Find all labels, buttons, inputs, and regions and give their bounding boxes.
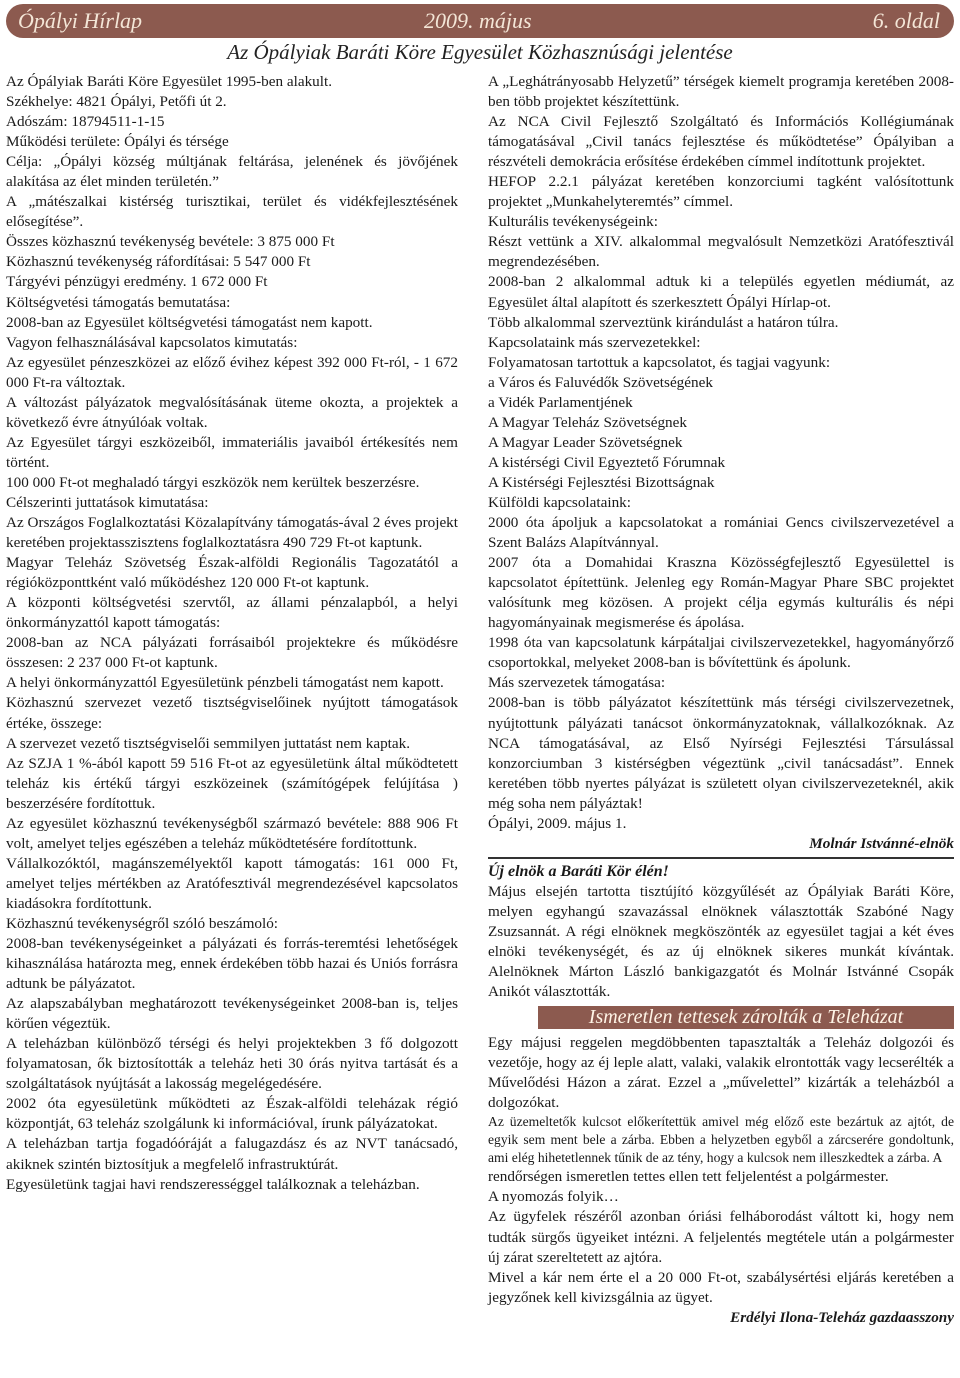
paragraph: A Magyar Leader Szövetségnek xyxy=(488,433,683,451)
paragraph: a Vidék Parlamentjének xyxy=(488,393,633,411)
paragraph: A „Leghátrányosabb Helyzetű” térségek kiemelt programja keretében 2008-ben több projektet készítettünk. xyxy=(488,73,954,111)
paragraph: Összes közhasznú tevékenység bevétele: 3 875 000 Ft xyxy=(6,233,335,251)
paragraph: A változást pályázatok megvalósításának üteme okozta, a projektek a következő évre átnyúlóak voltak. xyxy=(6,393,458,431)
paragraph: Adószám: 18794511-1-15 xyxy=(6,113,165,131)
paragraph: A Magyar Teleház Szövetségnek xyxy=(488,413,687,431)
page-number: 6. oldal xyxy=(872,8,940,33)
signature: Erdélyi Ilona-Teleház gazdaasszony xyxy=(730,1308,954,1326)
paragraph: Az egyesület közhasznú tevékenységből származó bevétele: 888 906 Ft volt, amelyet teljes egészében a teleház működtetésére fordítottunk. xyxy=(6,814,458,852)
paragraph: A Kistérségi Fejlesztési Bizottságnak xyxy=(488,473,715,491)
paragraph: Kulturális tevékenységeink: xyxy=(488,213,658,231)
left-column xyxy=(6,72,458,1195)
paragraph: Magyar Teleház Szövetség Észak-alföldi Regionális Tagozatától a régióközponttként való működéshez 120 000 Ft-ot kaptunk. xyxy=(6,554,458,592)
paragraph: Közhasznú szervezet vezető tisztségviselőinek nyújtott támogatások értéke, összege: xyxy=(6,694,458,732)
paragraph: 2008-ban tevékenységeinket a pályázati és forrás-teremtési lehetőségek kihasználása határozta meg, ennek érdekében több hazai és Uniós forrásra adtunk be pályázatot. xyxy=(6,935,458,993)
paragraph: Célszerinti juttatások kimutatása: xyxy=(6,493,209,511)
divider xyxy=(488,857,954,859)
paragraph: Egyesületünk tagjai havi rendszerességgel találkoznak a teleházban. xyxy=(6,1175,420,1193)
paragraph: Több alkalommal szerveztünk kirándulást a határon túlra. xyxy=(488,313,839,331)
article-title: Az Ópályiak Baráti Köre Egyesület Közhasznúsági jelentése xyxy=(227,40,733,64)
paragraph: A teleházban különböző térségi és helyi projektekben 3 fő dolgozott folyamatosan, ők biztosították a teleház heti 30 órás nyitva tartását és a szolgáltatások nyújtását a lakosság megelégedésére. xyxy=(6,1035,458,1093)
paragraph: Közhasznú tevékenység ráfordításai: 5 547 000 Ft xyxy=(6,253,311,271)
paragraph: Az egyesület pénzeszközei az előző évihez képest 392 000 Ft-ról, - 1 672 000 Ft-ra változtak. xyxy=(6,353,458,391)
news-text: Május elsején tartotta tisztújító közgyűlését az Ópályiak Baráti Köre, melyen egyhangú szavazással elnöknek választották Szabóné Nagy Zsuzsannát. A régi elnöknek megköszönték az egyesület tagjai a két éves elnöki tevékenységét, és az új elnöknek sikeres munkát kívántak. Alelnöknek Márton László bankigazgatót és Molnár Istvánné Csopák Anikót választották. xyxy=(488,882,954,1001)
paragraph: Kapcsolataink más szervezetekkel: xyxy=(488,333,701,351)
news-title: Új elnök a Baráti Kör élén! xyxy=(488,862,669,880)
paragraph: 2008-ban 2 alkalommal adtuk ki a település egyetlen médiumát, az Egyesület által alapított és szerkesztett Ópályi Hírlap-ot. xyxy=(488,273,954,311)
paragraph: Az NCA Civil Fejlesztő Szolgáltató és Információs Kollégiumának támogatásával „Civil tanács fejlesztése és működtetése” Ópályiban a részvételi demokrácia erősítése érdekében címmel indítottunk projektet. xyxy=(488,113,954,171)
paragraph: Működési területe: Ópályi és térsége xyxy=(6,133,229,151)
paragraph: Az Országos Foglalkoztatási Közalapítvány támogatás-ával 2 éves projekt keretében projektasszisztens foglalkoztatásra 490 729 Ft-ot kaptunk. xyxy=(6,514,458,552)
paragraph: A központi költségvetési szervtől, az állami pénzalapból, a helyi önkormányzattól kapott támogatás: xyxy=(6,594,458,632)
paragraph: Költségvetési támogatás bemutatása: xyxy=(6,293,231,311)
paragraph: 2008-ban az Egyesület költségvetési támogatást nem kapott. xyxy=(6,313,373,331)
paragraph: Közhasznú tevékenységről szóló beszámoló: xyxy=(6,914,279,932)
paragraph: 2002 óta egyesületünk működteti az Észak-alföldi teleházak régió központját, 63 teleház szolgálunk ki információval, írunk pályázatokat. xyxy=(6,1095,458,1133)
paragraph: Folyamatosan tartottuk a kapcsolatot, és tagjai vagyunk: xyxy=(488,353,831,371)
news-text: Az ügyfelek részéről azonban óriási felháborodást váltott ki, hogy nem tudták sürgős ügyeiket intézni. A feljelentés megtétele után a polgármester új zárat szereltetett az ajtóra. xyxy=(488,1208,954,1266)
paragraph: Külföldi kapcsolataink: xyxy=(488,493,631,511)
news-text: Mivel a kár nem érte el a 20 000 Ft-ot, szabálysértési eljárás keretében a jegyzőnek kell kivizsgálnia az ügyet. xyxy=(488,1268,954,1306)
paragraph: 2000 óta ápoljuk a kapcsolatokat a romániai Gencs civilszervezetével a Szent Balázs Alapítvánnyal. xyxy=(488,514,954,552)
paragraph: Tárgyévi pénzügyi eredmény. 1 672 000 Ft xyxy=(6,273,268,291)
newspaper-title: Ópályi Hírlap xyxy=(18,8,143,33)
signature: Molnár Istvánné-elnök xyxy=(809,834,954,852)
paragraph: Más szervezetek támogatása: xyxy=(488,674,666,692)
paragraph: HEFOP 2.2.1 pályázat keretében konzorciumi tagként valósítottunk projektet „Munkahelyteremtés” címmel. xyxy=(488,173,954,211)
paragraph: Ópályi, 2009. május 1. xyxy=(488,814,627,832)
paragraph: Az alapszabályban meghatározott tevékenységeinket 2008-ban is, teljes körűen végeztük. xyxy=(6,995,458,1033)
page-header-bar xyxy=(6,4,954,38)
news-text-small: Az üzemeltetők kulcsot előkerítettük amivel még előző este bezártuk az ajtót, de egyik sem ment bele a zárba. Ebben a helyzetben egyből a zárcserére gondoltunk, ami elég hihetetlennek tűnik de az tény, hogy a kulcsok nem illeszkedtek a zárba. A xyxy=(488,1114,954,1166)
paragraph: Részt vettünk a XIV. alkalommal megvalósult Nemzetközi Aratófesztivál megrendezésében. xyxy=(488,233,954,271)
paragraph: Székhelye: 4821 Ópályi, Petőfi út 2. xyxy=(6,93,227,111)
news-text: rendőrségen ismeretlen tettes ellen tett feljelentést a polgármester. xyxy=(488,1168,889,1186)
paragraph: A teleházban tartja fogadóóráját a falugazdász és az NVT tanácsadó, akiknek szintén biztosítjuk a megfelelő infrastruktúrát. xyxy=(6,1135,458,1173)
paragraph: A szervezet vezető tisztségviselői semmilyen juttatást nem kaptak. xyxy=(6,734,411,752)
paragraph: Vállalkozóktól, magánszemélyektől kapott támogatás: 161 000 Ft, amelyet teljes mértékben az Aratófesztivál megrendezésével kapcsolatos kiadásokra fordítottunk. xyxy=(6,854,458,912)
news-text: A nyomozás folyik… xyxy=(488,1188,619,1206)
paragraph: 2008-ban az NCA pályázati forrásaiból projektekre és működésre összesen: 2 237 000 Ft-ot kaptunk. xyxy=(6,634,458,672)
paragraph: A helyi önkormányzattól Egyesületünk pénzbeli támogatást nem kapott. xyxy=(6,674,444,692)
paragraph: 2007 óta a Domahidai Kraszna Közösségfejlesztő Egyesülettel is kapcsolatot építettünk. Jelenleg egy Román-Magyar Phare SBC projektet valósítunk meg közösen. A projekt célja egymás kulturális és népi hagyományainak megismerése és ápolása. xyxy=(488,554,954,632)
news-text: Egy májusi reggelen megdöbbenten tapasztalták a Teleház dolgozói és vezetője, hogy az éj leple alatt, valaki, valakik elrontották vagy lecserélték a Művelődési Házon a zárat. Ezzel a „művelettel” kizárták a teleházból a dolgozókat. xyxy=(488,1034,954,1112)
paragraph: 100 000 Ft-ot meghaladó tárgyi eszközök nem kerültek beszerzésre. xyxy=(6,473,420,491)
paragraph: Vagyon felhasználásával kapcsolatos kimutatás: xyxy=(6,333,298,351)
paragraph: a Város és Faluvédők Szövetségének xyxy=(488,373,713,391)
section-banner: Ismeretlen tettesek zárolták a Teleházat xyxy=(538,1006,954,1029)
paragraph: 2008-ban is több pályázatot készítettünk más térségi civilszervezetnek, nyújtottunk pályázati tanácsot önkormányzatoknak, vállalkozóknak. Az NCA támogatásával, az Első Nyírségi Fejlesztési Társulással konzorciumban 3 kistérségben végeztünk „civil tanácsadást”. Ennek keretében több nyertes pályázat is született olyan civilszervezeteknél, akik még soha nem pályáztak! xyxy=(488,694,954,812)
paragraph: Célja: „Ópályi község múltjának feltárása, jelenének és jövőjének alakítása az élet minden területén.” xyxy=(6,153,458,191)
right-column xyxy=(488,72,954,1328)
paragraph: Az SZJA 1 %-ából kapott 59 516 Ft-ot az egyesületünk által működtetett teleház kis értékű tárgyi eszközeinek (számítógépek felújítása ) beszerzésére fordítottuk. xyxy=(6,754,458,812)
paragraph: A „mátészalkai kistérség turisztikai, terület és vidékfejlesztésének elősegítése”. xyxy=(6,193,458,231)
paragraph: A kistérségi Civil Egyeztető Fórumnak xyxy=(488,453,726,471)
issue-date: 2009. május xyxy=(424,8,532,33)
paragraph: 1998 óta van kapcsolatunk kárpátaljai civilszervezetekkel, hagyományőrző csoportokkal, melyeket 2008-ban is bővítettünk és ápolunk. xyxy=(488,634,954,672)
paragraph: Az Egyesület tárgyi eszközeiből, immateriális javaiból értékesítés nem történt. xyxy=(6,433,458,471)
paragraph: Az Ópályiak Baráti Köre Egyesület 1995-ben alakult. xyxy=(6,73,333,90)
